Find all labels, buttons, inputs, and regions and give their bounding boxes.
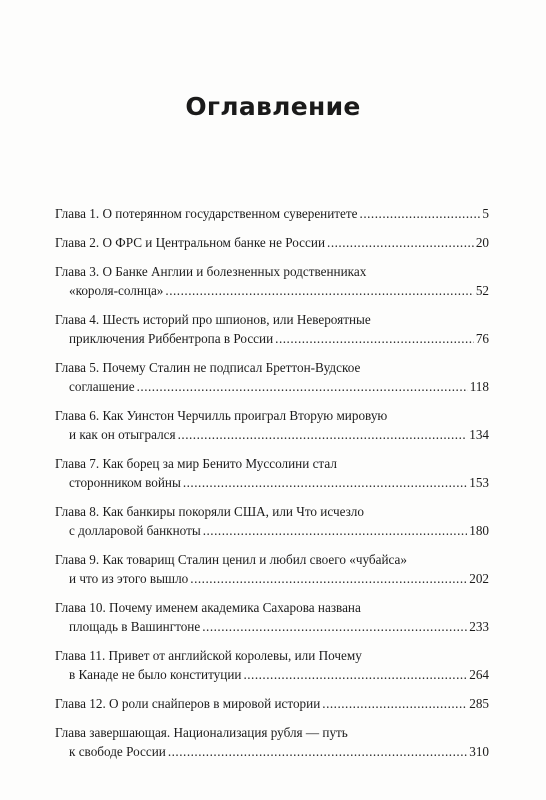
toc-page-number: 233 — [469, 619, 489, 634]
toc-page-number: 202 — [469, 571, 489, 586]
toc-entry-title: Глава 8. Как банкиры покоряли США, или Что исчезло — [55, 504, 364, 519]
table-of-contents — [55, 204, 489, 771]
toc-entry-title: Глава 6. Как Уинстон Черчилль проиграл Вторую мировую — [55, 408, 388, 423]
dot-leader — [190, 569, 467, 588]
toc-page-number: 52 — [475, 283, 489, 298]
toc-page-number: 310 — [469, 744, 489, 759]
toc-entry-title: Глава 10. Почему именем академика Сахарова названа — [55, 600, 361, 615]
toc-entry-title: Глава 1. О потерянном государственном суверенитете — [55, 206, 358, 221]
dot-leader — [275, 329, 474, 348]
toc-entry-5[interactable] — [55, 358, 489, 396]
toc-entry-1[interactable] — [55, 204, 489, 223]
toc-entry-title: Глава 4. Шесть историй про шпионов, или Невероятные — [55, 312, 371, 327]
toc-entry-title: Глава 2. О ФРС и Центральном банке не России — [55, 235, 326, 250]
dot-leader — [322, 694, 467, 713]
toc-page-number: 264 — [469, 667, 489, 682]
toc-entry-9[interactable] — [55, 550, 489, 588]
toc-page-number: 20 — [475, 235, 489, 250]
toc-entry-title-cont: соглашение — [69, 379, 135, 394]
toc-entry-11[interactable] — [55, 646, 489, 684]
dot-leader — [165, 281, 473, 300]
toc-entry-8[interactable] — [55, 502, 489, 540]
dot-leader — [327, 233, 474, 252]
toc-entry-title-cont: в Канаде не было конституции — [69, 667, 242, 682]
toc-entry-title-cont: к свободе России — [69, 744, 166, 759]
dot-leader — [168, 742, 467, 761]
toc-entry-13[interactable] — [55, 723, 489, 761]
toc-page-number: 285 — [469, 696, 489, 711]
dot-leader — [360, 204, 481, 223]
dot-leader — [203, 521, 468, 540]
toc-entry-10[interactable] — [55, 598, 489, 636]
toc-entry-title: Глава 5. Почему Сталин не подписал Бреттон-Вудское — [55, 360, 361, 375]
toc-entry-title: Глава 3. О Банке Англии и болезненных родственниках — [55, 264, 367, 279]
toc-entry-6[interactable] — [55, 406, 489, 444]
toc-entry-title: Глава 9. Как товарищ Сталин ценил и любил своего «чубайса» — [55, 552, 407, 567]
page-title: Оглавление — [185, 92, 361, 121]
dot-leader — [202, 617, 467, 636]
dot-leader — [183, 473, 467, 492]
toc-page-number: 134 — [469, 427, 489, 442]
toc-page-number: 118 — [469, 379, 489, 394]
toc-entry-2[interactable] — [55, 233, 489, 252]
toc-entry-7[interactable] — [55, 454, 489, 492]
toc-entry-12[interactable] — [55, 694, 489, 713]
toc-entry-title-cont: и что из этого вышло — [69, 571, 189, 586]
toc-entry-title-cont: с долларовой банкноты — [69, 523, 201, 538]
toc-entry-4[interactable] — [55, 310, 489, 348]
toc-page-number: 76 — [475, 331, 489, 346]
toc-entry-title-cont: «короля-солнца» — [69, 283, 164, 298]
toc-entry-title: Глава 11. Привет от английской королевы, или Почему — [55, 648, 362, 663]
dot-leader — [178, 425, 468, 444]
toc-entry-title: Глава 7. Как борец за мир Бенито Муссолини стал — [55, 456, 337, 471]
toc-entry-title-cont: приключения Риббентропа в России — [69, 331, 274, 346]
toc-entry-title-cont: и как он отыгрался — [69, 427, 176, 442]
dot-leader — [243, 665, 467, 684]
toc-entry-title: Глава 12. О роли снайперов в мировой истории — [55, 696, 321, 711]
toc-entry-title-cont: сторонником войны — [69, 475, 181, 490]
toc-entry-title-cont: площадь в Вашингтоне — [69, 619, 201, 634]
toc-entry-title: Глава завершающая. Национализация рубля — путь — [55, 725, 348, 740]
toc-page-number: 5 — [482, 206, 489, 221]
toc-page-number: 180 — [469, 523, 489, 538]
toc-entry-3[interactable] — [55, 262, 489, 300]
toc-page-number: 153 — [469, 475, 489, 490]
dot-leader — [137, 377, 468, 396]
